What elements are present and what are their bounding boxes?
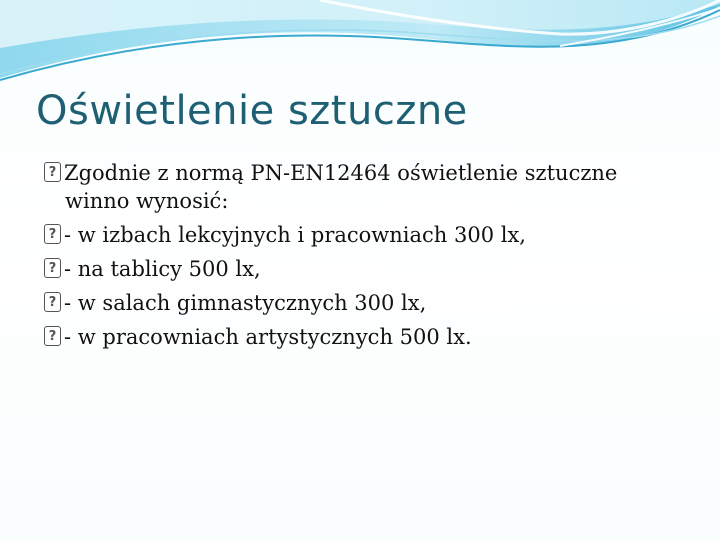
slide-title: Oświetlenie sztuczne	[36, 88, 468, 134]
bullet-icon	[44, 224, 61, 244]
intro-cont-text: winno wynosić:	[65, 189, 229, 213]
bullet-line-4	[44, 320, 684, 354]
list-item: - w izbach lekcyjnych i pracowniach 300 lx,	[64, 223, 526, 247]
bullet-icon	[44, 258, 61, 278]
list-item: - w pracowniach artystycznych 500 lx.	[64, 325, 472, 349]
intro-text: Zgodnie z normą PN-EN12464 oświetlenie sztuczne	[64, 161, 618, 185]
bullet-line-3	[44, 286, 684, 320]
bullet-line-1	[44, 218, 684, 252]
list-item: - w salach gimnastycznych 300 lx,	[64, 291, 427, 315]
bullet-line-2	[44, 252, 684, 286]
slide-body	[44, 156, 684, 354]
bullet-icon	[44, 326, 61, 346]
list-item: - na tablicy 500 lx,	[64, 257, 261, 281]
bullet-icon	[44, 292, 61, 312]
bullet-icon	[44, 162, 61, 182]
